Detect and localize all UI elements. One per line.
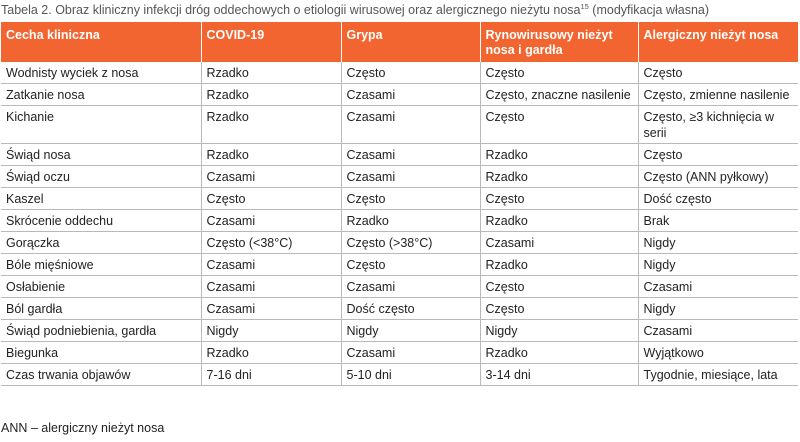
cell-covid: Często (<38°C) [201,232,341,254]
cell-rynowirus: Rzadko [480,254,638,276]
cell-rynowirus: Rzadko [480,144,638,166]
header-covid-19: COVID-19 [201,22,341,62]
table-row [1,364,798,386]
cell-covid: Rzadko [201,144,341,166]
caption-text: Tabela 2. Obraz kliniczny infekcji dróg oddechowych o etiologii wirusowej oraz alergicznego nieżytu nosa [1,3,581,17]
cell-grypa: Czasami [341,106,480,144]
caption-reference: 15 [580,1,589,11]
cell-covid: Czasami [201,298,341,320]
cell-alergia: Często, ≥3 kichnięcia w serii [638,106,798,144]
table-row [1,342,798,364]
cell-alergia: Dość często [638,188,798,210]
clinical-comparison-table [1,22,798,386]
table-row [1,62,798,84]
table-row [1,84,798,106]
cell-grypa: Często (>38°C) [341,232,480,254]
cell-grypa: 5-10 dni [341,364,480,386]
row-label: Gorączka [1,232,201,254]
cell-alergia: Wyjątkowo [638,342,798,364]
cell-rynowirus: Często [480,62,638,84]
header-alergiczny: Alergiczny nieżyt nosa [638,22,798,62]
cell-rynowirus: Często [480,276,638,298]
cell-rynowirus: Nigdy [480,320,638,342]
cell-grypa: Rzadko [341,210,480,232]
table-row [1,106,798,144]
table-header-row [1,22,798,62]
table-row [1,298,798,320]
table-caption [1,3,799,17]
row-label: Czas trwania objawów [1,364,201,386]
cell-rynowirus: 3-14 dni [480,364,638,386]
cell-grypa: Czasami [341,276,480,298]
cell-covid: Czasami [201,276,341,298]
row-label: Świąd oczu [1,166,201,188]
cell-grypa: Czasami [341,166,480,188]
cell-rynowirus: Często [480,106,638,144]
cell-alergia: Nigdy [638,232,798,254]
table-row [1,166,798,188]
cell-grypa: Czasami [341,144,480,166]
row-label: Świąd nosa [1,144,201,166]
cell-covid: Czasami [201,254,341,276]
cell-covid: Rzadko [201,62,341,84]
row-label: Osłabienie [1,276,201,298]
cell-rynowirus: Rzadko [480,166,638,188]
cell-rynowirus: Często [480,188,638,210]
cell-grypa: Czasami [341,342,480,364]
cell-covid: Czasami [201,210,341,232]
cell-alergia: Często [638,62,798,84]
row-label: Wodnisty wyciek z nosa [1,62,201,84]
table-footnote: ANN – alergiczny nieżyt nosa [1,421,165,435]
cell-grypa: Czasami [341,84,480,106]
cell-covid: Czasami [201,166,341,188]
table-row [1,144,798,166]
cell-covid: 7-16 dni [201,364,341,386]
cell-alergia: Czasami [638,276,798,298]
row-label: Kichanie [1,106,201,144]
row-label: Biegunka [1,342,201,364]
cell-alergia: Nigdy [638,254,798,276]
cell-covid: Często [201,188,341,210]
table-row [1,188,798,210]
cell-alergia: Często (ANN pyłkowy) [638,166,798,188]
cell-grypa: Często [341,254,480,276]
cell-rynowirus: Często [480,298,638,320]
header-grypa: Grypa [341,22,480,62]
cell-rynowirus: Czasami [480,232,638,254]
table-row [1,276,798,298]
row-label: Bóle mięśniowe [1,254,201,276]
row-label: Zatkanie nosa [1,84,201,106]
header-cecha-kliniczna: Cecha kliniczna [1,22,201,62]
table-row [1,320,798,342]
cell-alergia: Często [638,144,798,166]
cell-covid: Rzadko [201,106,341,144]
cell-alergia: Brak [638,210,798,232]
cell-rynowirus: Rzadko [480,210,638,232]
cell-grypa: Często [341,62,480,84]
cell-covid: Rzadko [201,84,341,106]
cell-alergia: Tygodnie, miesiące, lata [638,364,798,386]
table-row [1,210,798,232]
cell-covid: Rzadko [201,342,341,364]
cell-alergia: Nigdy [638,298,798,320]
header-rynowirusowy: Rynowirusowy nieżyt nosa i gardła [480,22,638,62]
cell-grypa: Często [341,188,480,210]
cell-rynowirus: Często, znaczne nasilenie [480,84,638,106]
table-row [1,254,798,276]
cell-grypa: Dość często [341,298,480,320]
row-label: Skrócenie oddechu [1,210,201,232]
cell-alergia: Często, zmienne nasilenie [638,84,798,106]
cell-grypa: Nigdy [341,320,480,342]
row-label: Kaszel [1,188,201,210]
cell-covid: Nigdy [201,320,341,342]
cell-alergia: Czasami [638,320,798,342]
table-row [1,232,798,254]
row-label: Świąd podniebienia, gardła [1,320,201,342]
caption-suffix: (modyfikacja własna) [588,3,710,17]
row-label: Ból gardła [1,298,201,320]
cell-rynowirus: Rzadko [480,342,638,364]
